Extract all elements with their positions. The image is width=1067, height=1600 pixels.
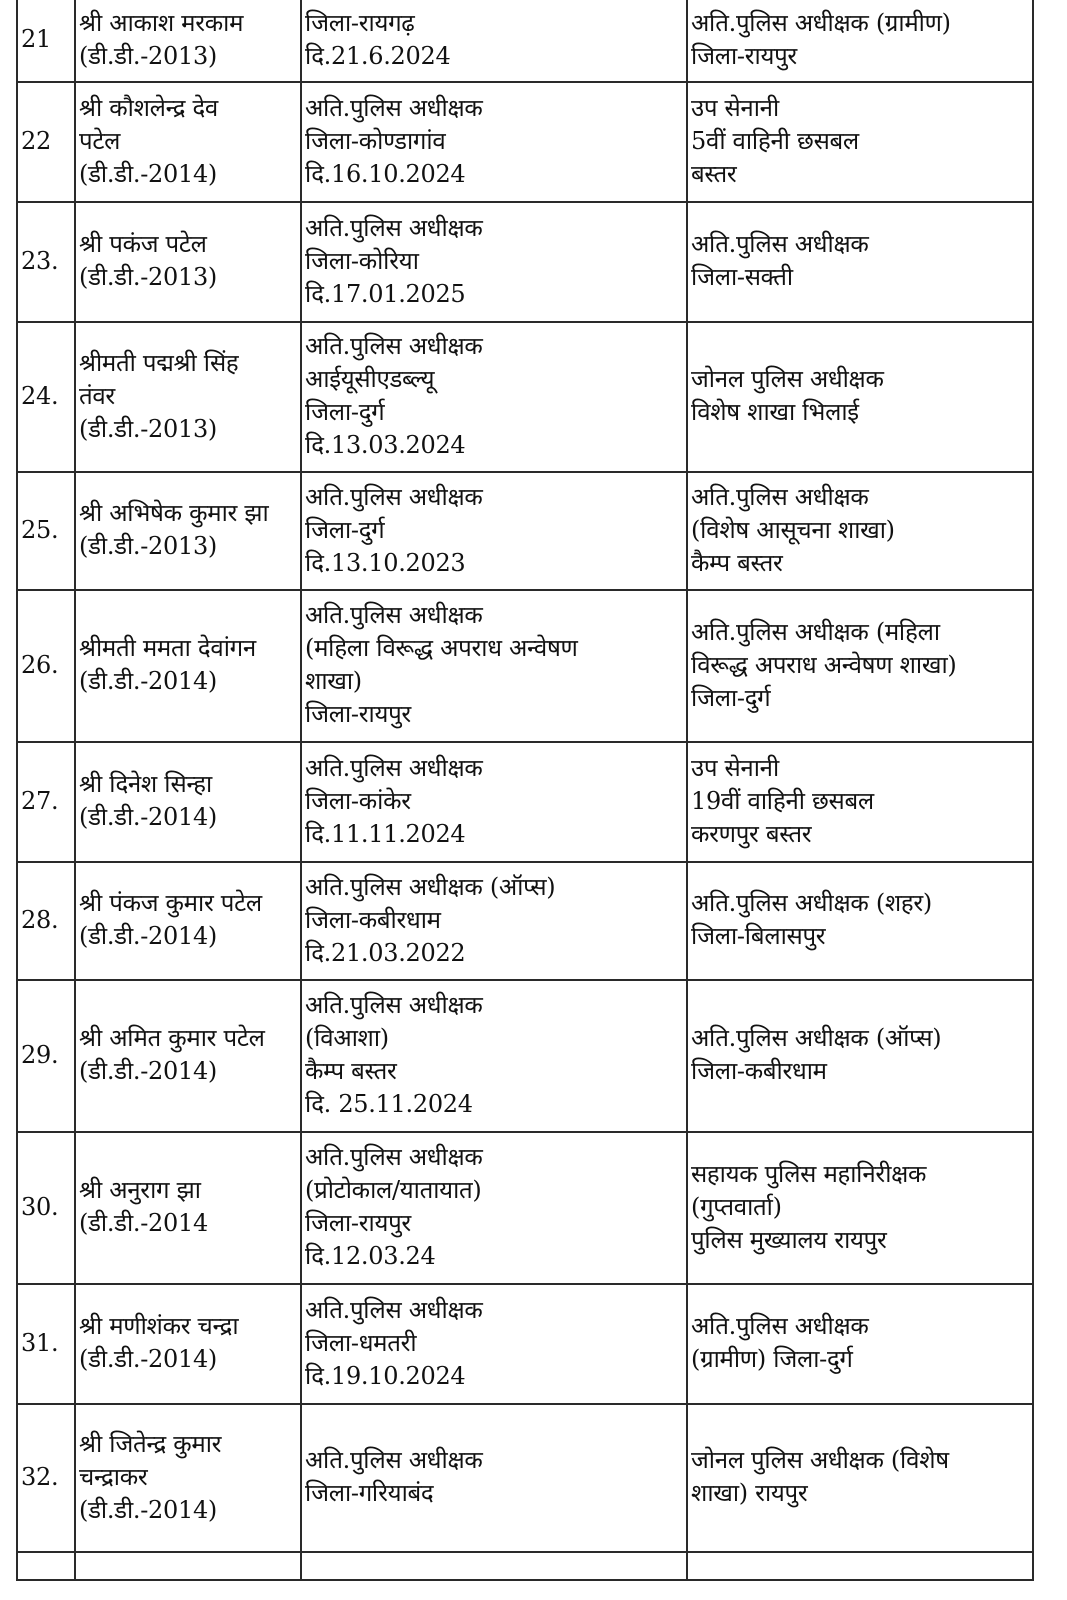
table-row xyxy=(17,1284,1033,1404)
officer-name-line: तंवर xyxy=(79,381,115,410)
current-posting-line: जिला-रायपुर xyxy=(305,1209,411,1237)
current-posting-cell xyxy=(301,1132,687,1284)
officer-name-cell xyxy=(75,1284,301,1404)
table-row-partial xyxy=(17,1552,1033,1580)
officer-name-cell xyxy=(75,980,301,1132)
new-posting-line: सहायक पुलिस महानिरीक्षक xyxy=(691,1159,927,1188)
officer-name-line: श्री दिनेश सिन्हा xyxy=(79,770,212,798)
new-posting-line: विशेष शाखा भिलाई xyxy=(691,398,859,426)
current-posting-line: अति.पुलिस अधीक्षक xyxy=(305,332,483,360)
current-posting-line: दि.19.10.2024 xyxy=(305,1361,466,1390)
officer-name-line: श्री अभिषेक कुमार झा xyxy=(79,499,269,527)
current-posting-line: दि.17.01.2025 xyxy=(305,279,466,308)
serial-number-cell: 26. xyxy=(17,590,75,742)
officer-name-line: पटेल xyxy=(79,126,121,155)
officer-name-line: (डी.डी.-2014) xyxy=(79,803,217,831)
table-row xyxy=(17,82,1033,202)
current-posting-line: जिला-कांकेर xyxy=(305,786,411,815)
officer-name-line: श्री जितेन्द्र कुमार xyxy=(79,1429,222,1458)
current-posting-line: अति.पुलिस अधीक्षक xyxy=(305,1143,483,1171)
current-posting-line: अति.पुलिस अधीक्षक (ऑप्स) xyxy=(305,872,556,901)
table-body xyxy=(17,0,1033,1580)
serial-number-cell: 29. xyxy=(17,980,75,1132)
current-posting-cell xyxy=(301,202,687,322)
new-posting-line: जिला-रायपुर xyxy=(691,41,797,70)
new-posting-line: 5वीं वाहिनी छसबल xyxy=(691,126,859,155)
new-posting-line: जिला-दुर्ग xyxy=(691,683,771,712)
new-posting-cell xyxy=(687,472,1033,590)
new-posting-cell xyxy=(687,862,1033,980)
officer-name-cell xyxy=(75,322,301,472)
officer-name-cell xyxy=(75,1132,301,1284)
current-posting-line: (महिला विरूद्ध अपराध अन्वेषण xyxy=(305,634,578,662)
current-posting-line: अति.पुलिस अधीक्षक xyxy=(305,93,483,122)
serial-number-cell: 25. xyxy=(17,472,75,590)
officer-name-cell xyxy=(75,862,301,980)
transfer-order-table xyxy=(16,0,1034,1581)
table-row xyxy=(17,322,1033,472)
officer-name-line: श्री अमित कुमार पटेल xyxy=(79,1024,265,1052)
current-posting-line: दि. 25.11.2024 xyxy=(305,1090,473,1118)
current-posting-cell xyxy=(301,472,687,590)
new-posting-line: (गुप्तवार्ता) xyxy=(691,1192,782,1221)
current-posting-line: जिला-गरियाबंद xyxy=(305,1479,434,1507)
current-posting-line: जिला-कोरिया xyxy=(305,246,419,275)
current-posting-line: दि.11.11.2024 xyxy=(305,819,466,848)
new-posting-line: जिला-सक्ती xyxy=(691,263,793,291)
officer-name-line: श्री पकंज पटेल xyxy=(79,230,207,258)
current-posting-line: जिला-दुर्ग xyxy=(305,515,385,544)
officer-name-line: श्री पंकज कुमार पटेल xyxy=(79,889,262,917)
current-posting-line: दि.21.03.2022 xyxy=(305,938,466,967)
officer-name-line: (डी.डी.-2013) xyxy=(79,41,217,70)
table-row xyxy=(17,980,1033,1132)
new-posting-cell xyxy=(687,1132,1033,1284)
officer-name-line: श्री कौशलेन्द्र देव xyxy=(79,93,218,122)
current-posting-line: दि.13.03.2024 xyxy=(305,431,466,459)
current-posting-line: दि.21.6.2024 xyxy=(305,41,451,70)
new-posting-line: अति.पुलिस अधीक्षक (शहर) xyxy=(691,889,932,917)
serial-number-cell: 23. xyxy=(17,202,75,322)
serial-number-cell: 31. xyxy=(17,1284,75,1404)
new-posting-line: शाखा) रायपुर xyxy=(691,1479,808,1507)
empty-cell xyxy=(301,1552,687,1580)
new-posting-line: बस्तर xyxy=(691,159,737,188)
table-row xyxy=(17,472,1033,590)
officer-name-line: चन्द्राकर xyxy=(79,1462,148,1491)
new-posting-cell xyxy=(687,590,1033,742)
officer-name-line: (डी.डी.-2013) xyxy=(79,263,217,291)
new-posting-cell xyxy=(687,1404,1033,1552)
table-row xyxy=(17,590,1033,742)
officer-name-line: (डी.डी.-2014) xyxy=(79,1495,217,1524)
new-posting-line: (विशेष आसूचना शाखा) xyxy=(691,515,895,544)
current-posting-cell xyxy=(301,862,687,980)
current-posting-line: (विआशा) xyxy=(305,1024,389,1052)
new-posting-cell xyxy=(687,1284,1033,1404)
new-posting-line: अति.पुलिस अधीक्षक (ऑप्स) xyxy=(691,1024,942,1052)
current-posting-cell xyxy=(301,82,687,202)
table-row xyxy=(17,1132,1033,1284)
officer-name-line: (डी.डी.-2014) xyxy=(79,667,217,695)
serial-number-cell: 28. xyxy=(17,862,75,980)
new-posting-line: अति.पुलिस अधीक्षक xyxy=(691,1312,869,1340)
current-posting-line: जिला-धमतरी xyxy=(305,1328,417,1357)
serial-number-cell: 22 xyxy=(17,82,75,202)
current-posting-cell xyxy=(301,590,687,742)
new-posting-line: विरूद्ध अपराध अन्वेषण शाखा) xyxy=(691,650,957,679)
current-posting-line: जिला-कोण्डागांव xyxy=(305,126,446,155)
new-posting-line: जिला-कबीरधाम xyxy=(691,1057,827,1085)
serial-number-cell: 32. xyxy=(17,1404,75,1552)
new-posting-line: अति.पुलिस अधीक्षक xyxy=(691,482,869,511)
current-posting-line: अति.पुलिस अधीक्षक xyxy=(305,991,483,1019)
current-posting-line: कैम्प बस्तर xyxy=(305,1057,397,1085)
new-posting-line: जोनल पुलिस अधीक्षक (विशेष xyxy=(691,1446,949,1474)
table-row xyxy=(17,1404,1033,1552)
new-posting-line: अति.पुलिस अधीक्षक (ग्रामीण) xyxy=(691,8,951,37)
empty-cell xyxy=(75,1552,301,1580)
current-posting-line: अति.पुलिस अधीक्षक xyxy=(305,601,483,629)
current-posting-line: अति.पुलिस अधीक्षक xyxy=(305,753,483,782)
current-posting-line: दि.16.10.2024 xyxy=(305,159,466,188)
officer-name-cell xyxy=(75,1404,301,1552)
current-posting-line: दि.13.10.2023 xyxy=(305,548,466,577)
current-posting-cell xyxy=(301,980,687,1132)
officer-name-line: (डी.डी.-2014) xyxy=(79,922,217,950)
new-posting-line: अति.पुलिस अधीक्षक (महिला xyxy=(691,617,940,646)
table-row xyxy=(17,202,1033,322)
current-posting-line: जिला-दुर्ग xyxy=(305,398,385,426)
officer-name-line: (डी.डी.-2013) xyxy=(79,532,217,560)
new-posting-line: अति.पुलिस अधीक्षक xyxy=(691,230,869,258)
officer-name-line: (डी.डी.-2014 xyxy=(79,1209,208,1237)
new-posting-cell xyxy=(687,82,1033,202)
serial-number-cell: 27. xyxy=(17,742,75,862)
serial-number-cell: 24. xyxy=(17,322,75,472)
serial-number-cell: 30. xyxy=(17,1132,75,1284)
officer-name-line: (डी.डी.-2014) xyxy=(79,159,217,188)
empty-cell xyxy=(17,1552,75,1580)
officer-name-line: (डी.डी.-2013) xyxy=(79,414,217,443)
new-posting-cell xyxy=(687,742,1033,862)
new-posting-cell xyxy=(687,322,1033,472)
officer-name-cell xyxy=(75,202,301,322)
current-posting-cell xyxy=(301,1284,687,1404)
officer-name-cell xyxy=(75,472,301,590)
officer-name-cell xyxy=(75,0,301,82)
new-posting-line: उप सेनानी xyxy=(691,93,779,122)
current-posting-cell xyxy=(301,742,687,862)
current-posting-line: शाखा) xyxy=(305,667,362,695)
current-posting-cell xyxy=(301,322,687,472)
new-posting-cell xyxy=(687,0,1033,82)
new-posting-line: करणपुर बस्तर xyxy=(691,819,812,848)
officer-name-line: श्रीमती ममता देवांगन xyxy=(79,634,256,662)
officer-name-line: श्री मणीशंकर चन्द्रा xyxy=(79,1312,239,1340)
empty-cell xyxy=(687,1552,1033,1580)
current-posting-line: दि.12.03.24 xyxy=(305,1242,436,1270)
table-row xyxy=(17,742,1033,862)
officer-name-line: श्री आकाश मरकाम xyxy=(79,8,244,37)
current-posting-line: (प्रोटोकाल/यातायात) xyxy=(305,1176,482,1204)
current-posting-line: जिला-कबीरधाम xyxy=(305,905,441,934)
new-posting-line: कैम्प बस्तर xyxy=(691,548,783,577)
new-posting-line: पुलिस मुख्यालय रायपुर xyxy=(691,1225,887,1254)
current-posting-line: जिला-रायगढ़ xyxy=(305,8,415,37)
officer-name-cell xyxy=(75,82,301,202)
serial-number-cell: 21 xyxy=(17,0,75,82)
new-posting-line: 19वीं वाहिनी छसबल xyxy=(691,786,874,815)
table-row xyxy=(17,862,1033,980)
new-posting-line: (ग्रामीण) जिला-दुर्ग xyxy=(691,1345,853,1373)
current-posting-line: अति.पुलिस अधीक्षक xyxy=(305,213,483,242)
new-posting-cell xyxy=(687,980,1033,1132)
current-posting-cell xyxy=(301,0,687,82)
officer-name-line: श्री अनुराग झा xyxy=(79,1176,201,1204)
current-posting-line: जिला-रायपुर xyxy=(305,700,411,728)
new-posting-line: उप सेनानी xyxy=(691,753,779,782)
officer-name-line: श्रीमती पद्मश्री सिंह xyxy=(79,348,239,377)
table-row xyxy=(17,0,1033,82)
current-posting-cell xyxy=(301,1404,687,1552)
current-posting-line: आईयूसीएडब्ल्यू xyxy=(305,365,435,393)
officer-name-cell xyxy=(75,590,301,742)
current-posting-line: अति.पुलिस अधीक्षक xyxy=(305,1295,483,1324)
new-posting-line: जोनल पुलिस अधीक्षक xyxy=(691,365,884,393)
current-posting-line: अति.पुलिस अधीक्षक xyxy=(305,1446,483,1474)
new-posting-cell xyxy=(687,202,1033,322)
officer-name-cell xyxy=(75,742,301,862)
new-posting-line: जिला-बिलासपुर xyxy=(691,922,826,950)
current-posting-line: अति.पुलिस अधीक्षक xyxy=(305,482,483,511)
officer-name-line: (डी.डी.-2014) xyxy=(79,1057,217,1085)
officer-name-line: (डी.डी.-2014) xyxy=(79,1345,217,1373)
